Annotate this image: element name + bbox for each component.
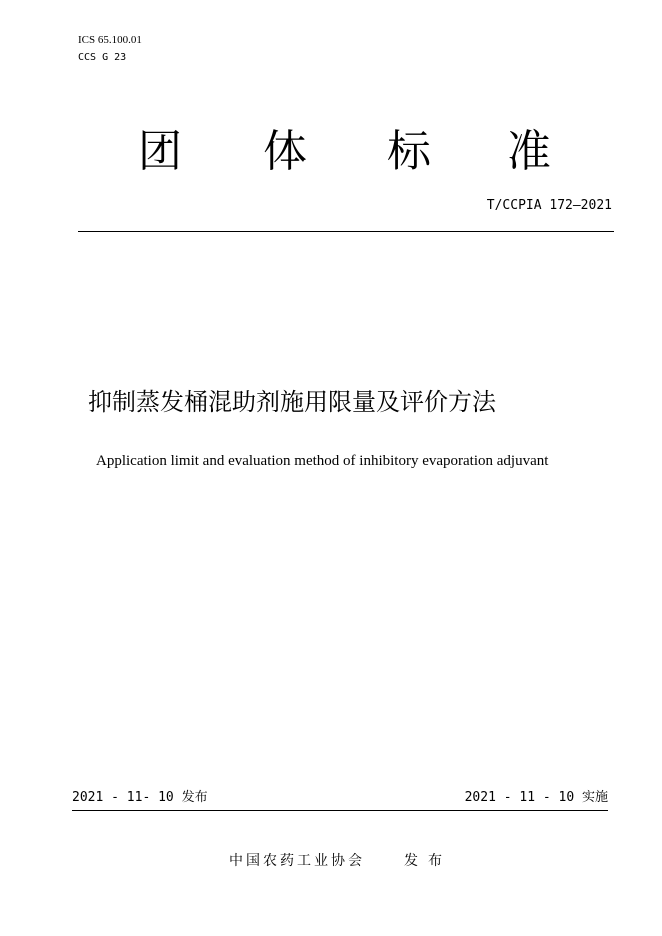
footer-divider — [72, 810, 608, 811]
document-type-char: 团 — [138, 126, 182, 177]
title-english: Application limit and evaluation method of inhibitory evaporation adjuvant — [96, 453, 549, 469]
document-type-char: 体 — [263, 126, 307, 177]
ics-code: ICS 65.100.01 — [78, 34, 142, 46]
header-divider — [78, 231, 614, 232]
standard-number: T/CCPIA 172—2021 — [486, 198, 612, 213]
publish-label: 发布 — [404, 853, 452, 869]
document-type-char: 标 — [387, 126, 431, 177]
implementation-date: 2021 - 11 - 10 实施 — [464, 790, 608, 805]
publisher-name: 中国农药工业协会 — [229, 853, 365, 869]
document-type-heading — [130, 124, 570, 180]
ccs-code: CCS G 23 — [78, 52, 127, 63]
document-type-char: 准 — [507, 126, 551, 177]
issue-date: 2021 - 11- 10 发布 — [72, 790, 208, 805]
title-chinese: 抑制蒸发桶混助剂施用限量及评价方法 — [88, 388, 496, 416]
